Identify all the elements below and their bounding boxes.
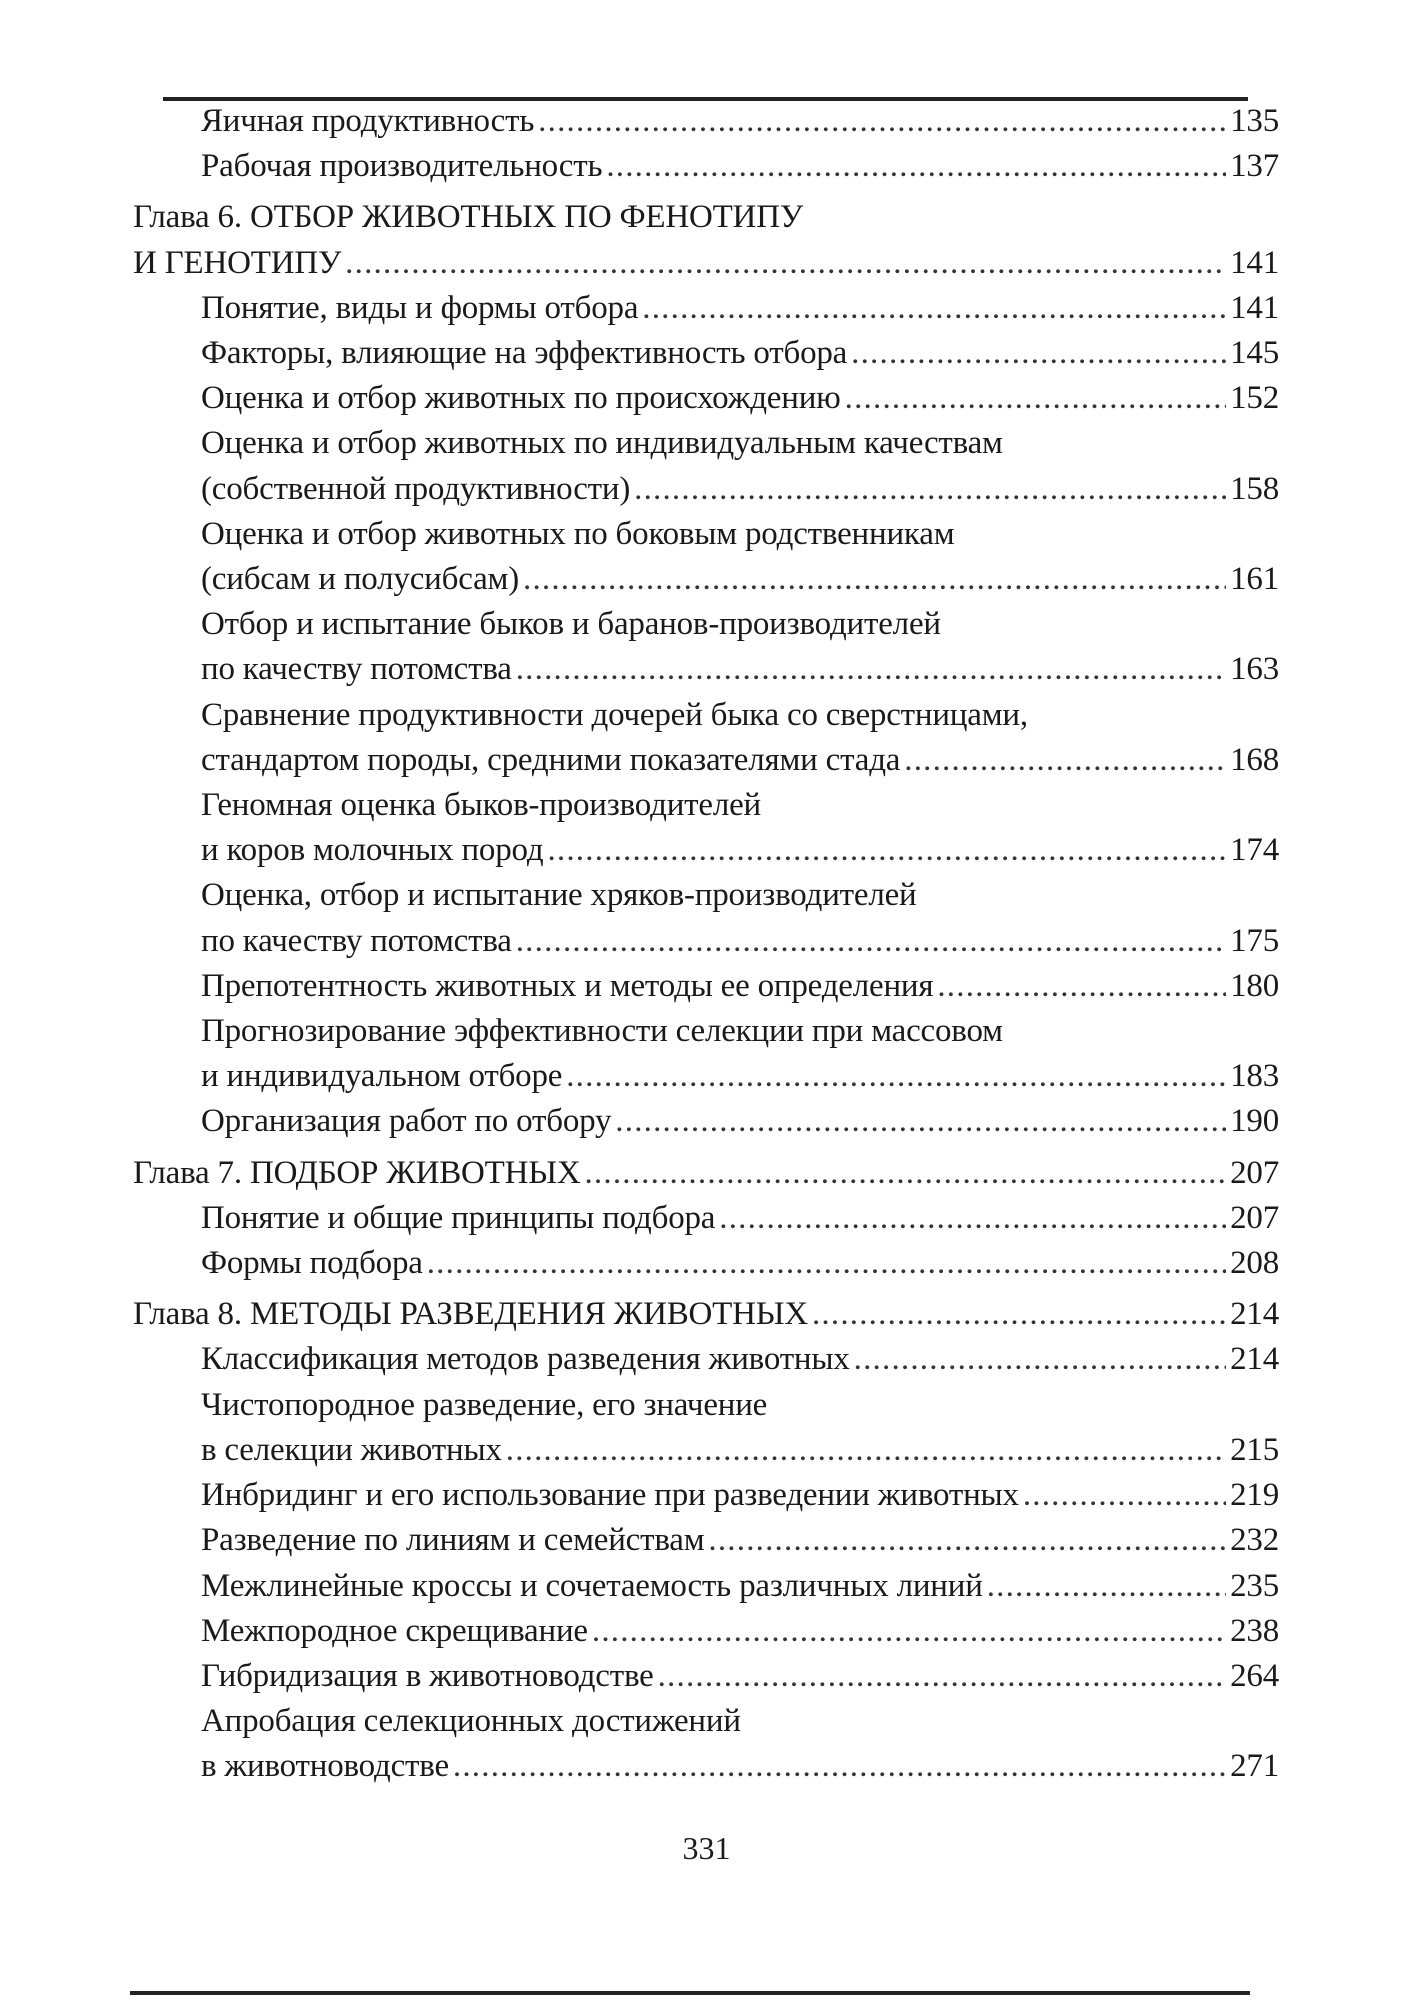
toc-section-entry [133,1518,1279,1563]
dot-leader [592,1609,1226,1654]
toc-page-number: 145 [1230,335,1279,372]
toc-section-entry [133,421,1279,511]
toc-entry-title-line: Инбридинг и его использование при разведении животных [201,1477,1019,1514]
toc-section-entry [133,873,1279,963]
toc-page-number: 135 [1230,103,1279,139]
toc-entry-title-line: Классификация методов разведения животных [201,1341,850,1378]
dot-leader [345,241,1226,286]
toc-section-entry [133,1609,1279,1654]
table-of-contents [133,99,1279,1790]
toc-section-entry [133,1099,1279,1144]
dot-leader [937,964,1226,1009]
toc-chapter-entry [133,1151,1279,1196]
dot-leader [904,738,1226,783]
toc-page-number: 161 [1230,561,1279,598]
dot-leader [547,828,1226,873]
toc-page-number: 232 [1230,1522,1279,1559]
toc-section-entry [133,144,1279,189]
toc-entry-title-line: (сибсам и полусибсам) [201,561,519,598]
dot-leader [506,1428,1226,1473]
toc-entry-title-line: Отбор и испытание быков и баранов-производителей [201,606,941,643]
toc-page-number: 235 [1230,1567,1279,1604]
toc-entry-title-line: Глава 8. МЕТОДЫ РАЗВЕДЕНИЯ ЖИВОТНЫХ [133,1296,808,1333]
dot-leader [854,1337,1226,1382]
toc-entry-title-line: Сравнение продуктивности дочерей быка со сверстницами, [201,696,1028,733]
toc-section-entry [133,783,1279,873]
toc-entry-title-line: Геномная оценка быков-производителей [201,787,762,824]
dot-leader [719,1196,1226,1241]
dot-leader [453,1744,1226,1789]
toc-section-entry [133,99,1279,144]
dot-leader [658,1654,1226,1699]
toc-section-entry [133,512,1279,602]
toc-page-number: 207 [1230,1154,1279,1191]
toc-entry-title-line: Яичная продуктивность [201,103,535,139]
toc-entry-title-line: по качеству потомства [201,651,512,688]
toc-entry-title-line: Формы подбора [201,1245,423,1282]
toc-section-entry [133,964,1279,1009]
toc-entry-title-line: Оценка и отбор животных по индивидуальным качествам [201,425,1003,462]
toc-page-number: 152 [1230,380,1279,417]
toc-page-number: 238 [1230,1612,1279,1649]
toc-entry-title-line: Апробация селекционных достижений [201,1703,741,1740]
toc-section-entry [133,1654,1279,1699]
dot-leader [516,647,1226,692]
dot-leader [634,467,1226,512]
toc-entry-title-line: Понятие и общие принципы подбора [201,1199,716,1236]
toc-section-entry [133,1383,1279,1473]
toc-page-number: 183 [1230,1058,1279,1095]
toc-section-entry [133,602,1279,692]
toc-entry-title-line: в животноводстве [201,1748,449,1785]
toc-page-number: 219 [1230,1477,1279,1514]
toc-section-entry [133,1473,1279,1518]
toc-entry-title-line: и коров молочных пород [201,832,544,869]
dot-leader [987,1564,1226,1609]
toc-entry-title-line: Прогнозирование эффективности селекции при массовом [201,1013,1003,1050]
dot-leader [1023,1473,1226,1518]
toc-entry-title-line: Глава 7. ПОДБОР ЖИВОТНЫХ [133,1154,581,1191]
toc-entry-title-line: стандартом породы, средними показателями стада [201,741,901,778]
toc-section-entry [133,376,1279,421]
toc-entry-title-line: Оценка и отбор животных по происхождению [201,380,841,417]
toc-section-entry [133,1699,1279,1789]
dot-leader [812,1292,1226,1337]
toc-page-number: 214 [1230,1341,1279,1378]
dot-leader [851,331,1226,376]
toc-entry-title-line: и индивидуальном отборе [201,1058,563,1095]
toc-page-number: 180 [1230,967,1279,1004]
dot-leader [538,99,1226,144]
dot-leader [708,1518,1226,1563]
toc-page-number: 208 [1230,1245,1279,1282]
toc-chapter-entry [133,1292,1279,1337]
toc-page-number: 214 [1230,1296,1279,1333]
toc-page-number: 190 [1230,1103,1279,1140]
dot-leader [516,919,1226,964]
dot-leader [566,1054,1226,1099]
toc-entry-title-line: Глава 6. ОТБОР ЖИВОТНЫХ ПО ФЕНОТИПУ [133,199,803,236]
dot-leader [642,286,1226,331]
toc-page-number: 215 [1230,1431,1279,1468]
toc-page-number: 141 [1230,289,1279,326]
toc-entry-title-line: И ГЕНОТИПУ [133,244,342,281]
toc-section-entry [133,1009,1279,1099]
toc-entry-title-line: по качеству потомства [201,922,512,959]
dot-leader [615,1099,1226,1144]
dot-leader [606,144,1226,189]
toc-page-number: 271 [1230,1748,1279,1785]
toc-section-entry [133,1241,1279,1286]
toc-entry-title-line: Понятие, виды и формы отбора [201,289,639,326]
toc-page-number: 137 [1230,148,1279,185]
toc-entry-title-line: (собственной продуктивности) [201,470,631,507]
page-number: 331 [682,1830,731,1866]
toc-entry-title-line: Оценка, отбор и испытание хряков-производителей [201,877,917,914]
toc-section-entry [133,1564,1279,1609]
toc-entry-title-line: Организация работ по отбору [201,1103,612,1140]
toc-entry-title-line: Межлинейные кроссы и сочетаемость различных линий [201,1567,983,1604]
toc-entry-title-line: в селекции животных [201,1431,502,1468]
toc-chapter-entry [133,195,1279,285]
toc-page-number: 175 [1230,922,1279,959]
toc-section-entry [133,1337,1279,1382]
toc-page-number: 264 [1230,1657,1279,1694]
toc-entry-title-line: Оценка и отбор животных по боковым родственникам [201,515,955,552]
toc-entry-title-line: Гибридизация в животноводстве [201,1657,654,1694]
toc-page-number: 174 [1230,832,1279,869]
toc-page-number: 141 [1230,244,1279,281]
dot-leader [523,557,1226,602]
toc-entry-title-line: Чистопородное разведение, его значение [201,1386,768,1423]
toc-section-entry [133,693,1279,783]
toc-entry-title-line: Препотентность животных и методы ее определения [201,967,934,1004]
toc-entry-title-line: Факторы, влияющие на эффективность отбора [201,335,848,372]
toc-section-entry [133,331,1279,376]
dot-leader [427,1241,1226,1286]
toc-page-number: 168 [1230,741,1279,778]
toc-section-entry [133,286,1279,331]
toc-entry-title-line: Рабочая производительность [201,148,603,185]
toc-entry-title-line: Разведение по линиям и семействам [201,1522,705,1559]
toc-entry-title-line: Межпородное скрещивание [201,1612,588,1649]
toc-section-entry [133,1196,1279,1241]
toc-page-number: 158 [1230,470,1279,507]
toc-page-number: 163 [1230,651,1279,688]
dot-leader [845,376,1226,421]
dot-leader [584,1151,1226,1196]
bottom-rule [130,1991,1250,1995]
toc-page-number: 207 [1230,1199,1279,1236]
